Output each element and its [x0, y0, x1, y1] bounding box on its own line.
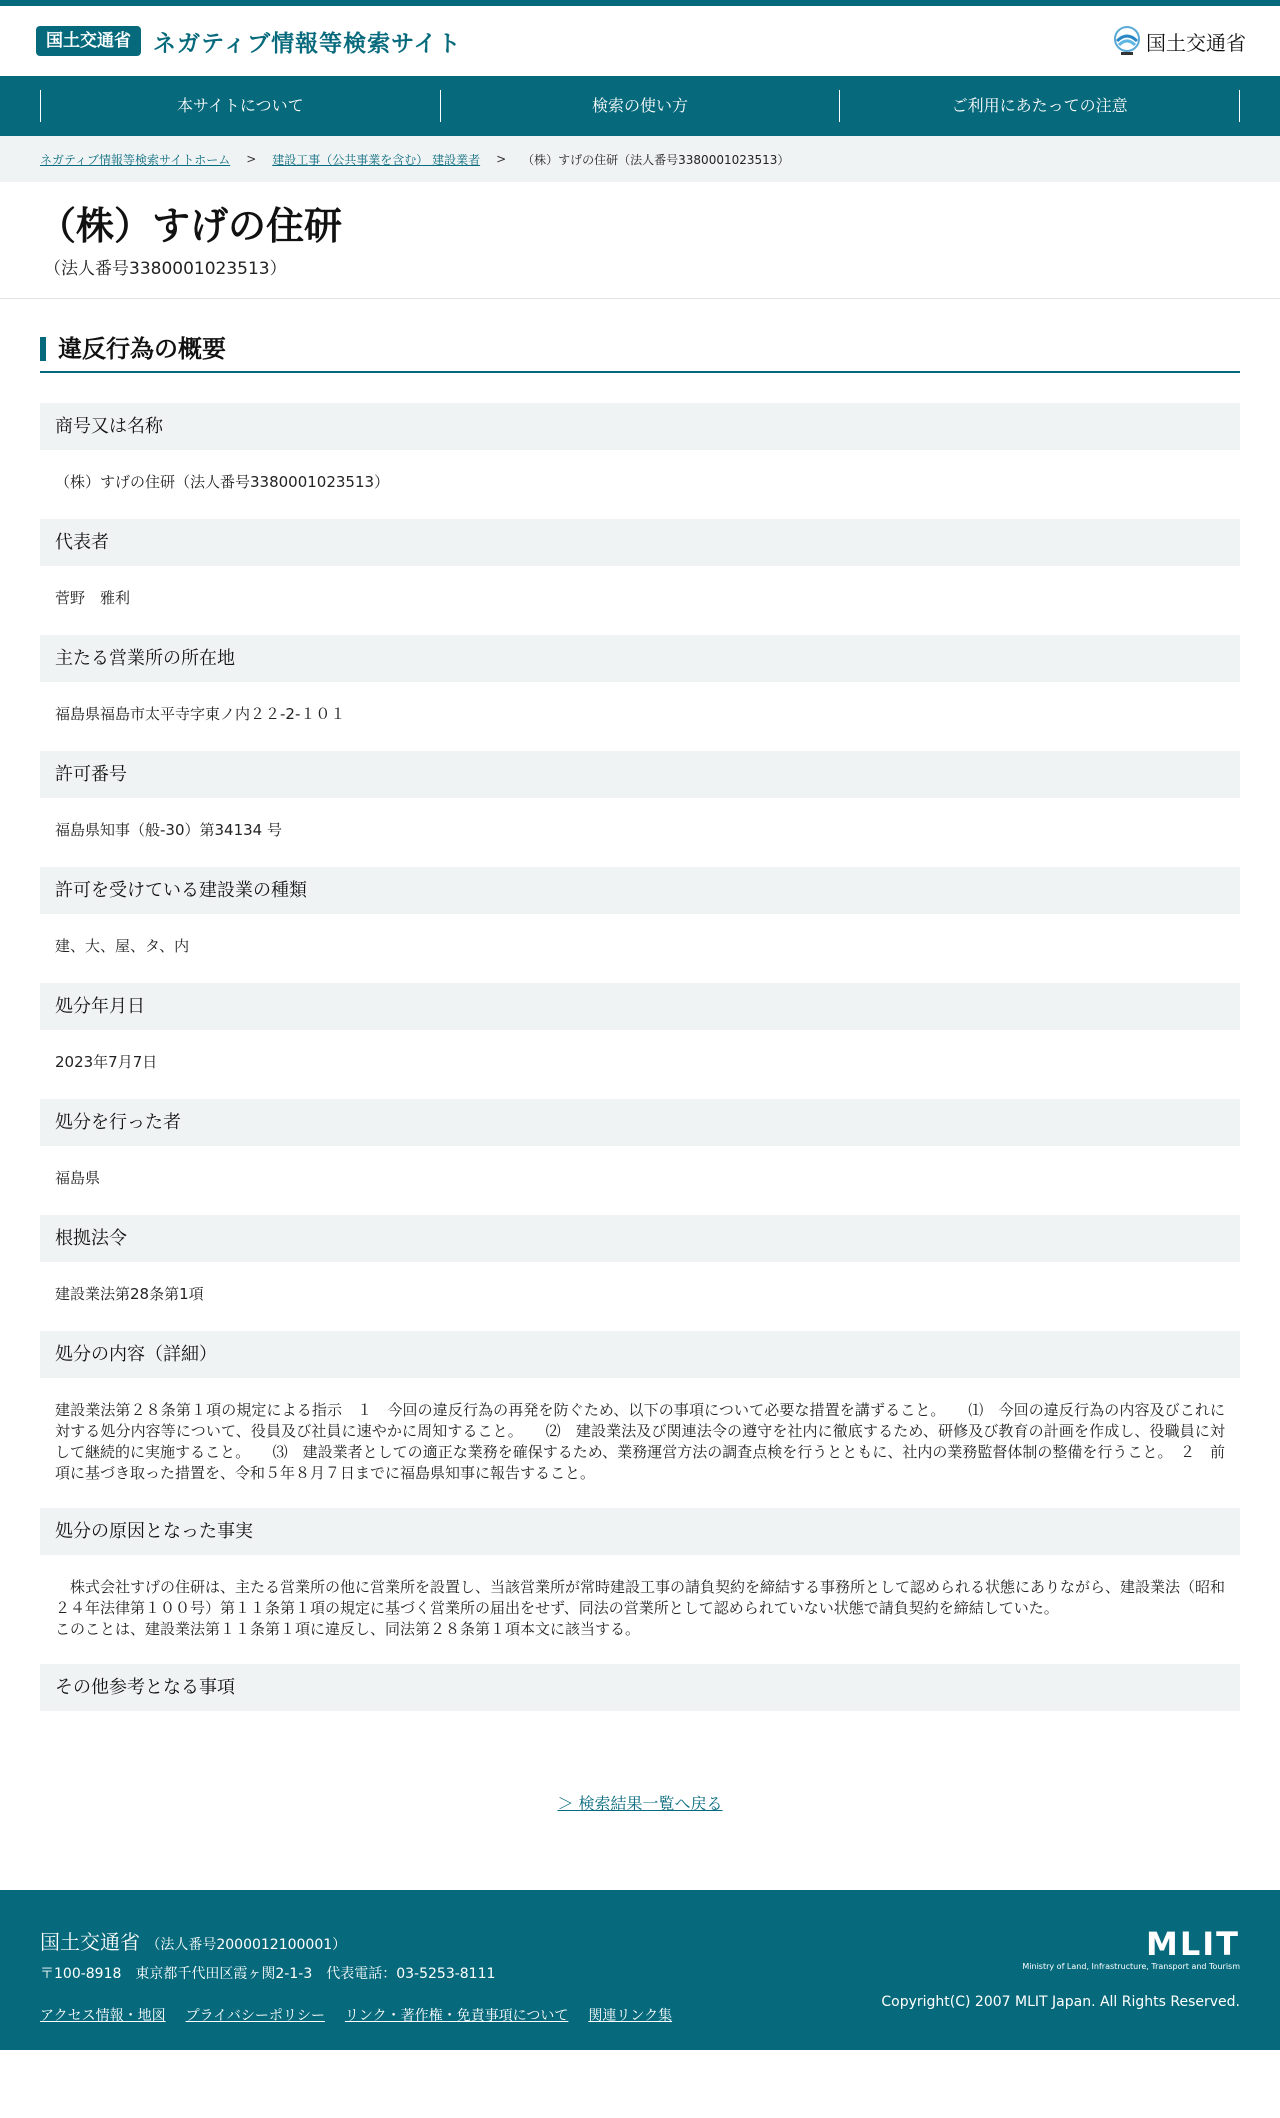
field-value: 福島県 — [55, 1169, 101, 1187]
site-footer — [0, 1890, 1280, 2050]
field-trade-name — [40, 403, 1240, 519]
breadcrumb-separator: > — [496, 152, 507, 166]
nav-item-how-to-search[interactable]: 検索の使い方 — [440, 90, 840, 122]
back-to-results-link[interactable]: ＞ 検索結果一覧へ戻る — [557, 1794, 723, 1813]
breadcrumb-category-link[interactable]: 建設工事（公共事業を含む） 建設業者 — [272, 152, 481, 167]
nav-item-notes[interactable]: ご利用にあたっての注意 — [839, 90, 1240, 122]
ministry-emblem-icon — [1112, 25, 1142, 57]
breadcrumb-separator: > — [246, 152, 257, 166]
field-label: 許可を受けている建設業の種類 — [40, 867, 1240, 914]
field-license-number — [40, 751, 1240, 867]
footer-address: 〒100-8918 東京都千代田区霞ヶ関2-1-3 代表電話：03-5253-8111 — [40, 1966, 496, 1982]
breadcrumb — [0, 136, 1280, 182]
field-label: その他参考となる事項 — [40, 1664, 1240, 1711]
back-link-container — [40, 1791, 1240, 1814]
field-label: 処分年月日 — [40, 983, 1240, 1030]
field-value: 建、大、屋、タ、内 — [55, 937, 190, 955]
footer-org-name: 国土交通省 — [40, 1930, 140, 1954]
field-label: 処分を行った者 — [40, 1099, 1240, 1146]
breadcrumb-home-link[interactable]: ネガティブ情報等検索サイトホーム — [40, 152, 231, 167]
mlit-logo — [1022, 1925, 1240, 1971]
page-title: （株）すげの住研 — [38, 204, 343, 248]
footer-org-number: （法人番号2000012100001） — [146, 1937, 347, 1953]
field-value: 菅野 雅利 — [55, 589, 131, 607]
field-value: 福島県福島市太平寺字東ノ内２２-2-１０１ — [55, 705, 346, 723]
page-heading — [0, 182, 1280, 299]
field-cause-facts — [40, 1508, 1240, 1664]
field-other-notes — [40, 1664, 1240, 1711]
ministry-logo[interactable] — [1112, 25, 1246, 57]
field-license-types — [40, 867, 1240, 983]
field-value: （株）すげの住研（法人番号3380001023513） — [55, 473, 390, 491]
field-label: 根拠法令 — [40, 1215, 1240, 1262]
site-header — [0, 6, 1280, 76]
field-legal-basis — [40, 1215, 1240, 1331]
field-label: 代表者 — [40, 519, 1240, 566]
footer-link-copyright[interactable]: リンク・著作権・免責事項について — [344, 2008, 569, 2024]
mlit-logo-subtitle: Ministry of Land, Infrastructure, Transport and Tourism — [1022, 1962, 1240, 1971]
field-disposition-date — [40, 983, 1240, 1099]
footer-link-access[interactable]: アクセス情報・地図 — [40, 2008, 166, 2024]
footer-link-privacy[interactable]: プライバシーポリシー — [185, 2008, 325, 2024]
copyright: Copyright(C) 2007 MLIT Japan. All Rights Reserved. — [881, 1994, 1240, 2010]
field-label: 処分の原因となった事実 — [40, 1508, 1240, 1555]
ministry-logo-text: 国土交通省 — [1146, 30, 1246, 55]
section-title: 違反行為の概要 — [40, 337, 1240, 361]
field-value: 2023年7月7日 — [55, 1053, 158, 1071]
field-disposition-details — [40, 1331, 1240, 1508]
site-brand[interactable] — [36, 25, 462, 58]
field-label: 商号又は名称 — [40, 403, 1240, 450]
global-nav — [0, 76, 1280, 136]
field-main-office-address — [40, 635, 1240, 751]
field-label: 許可番号 — [40, 751, 1240, 798]
field-value: 株式会社すげの住研は、主たる営業所の他に営業所を設置し、当該営業所が常時建設工事の請負契約を締結する事務所として認められる状態にありながら、建設業法（昭和２４年法律第１００号）第１１条第１項の規定に基づく営業所の届出をせず、同法の営業所として認められていない状態で請負契約を締結していた。 このことは、建設業法第１１条第１項に違反し、同法第２８条第１項本文に該当する。 — [55, 1578, 1226, 1638]
mlit-logo-word: MLIT — [1146, 1925, 1240, 1963]
footer-link-related[interactable]: 関連リンク集 — [588, 2008, 673, 2024]
field-value: 福島県知事（般-30）第34134 号 — [55, 821, 282, 839]
site-title: ネガティブ情報等検索サイト — [153, 30, 462, 57]
field-label: 処分の内容（詳細） — [40, 1331, 1240, 1378]
section-header — [40, 337, 1240, 373]
field-label: 主たる営業所の所在地 — [40, 635, 1240, 682]
breadcrumb-current: （株）すげの住研（法人番号3380001023513） — [522, 152, 790, 167]
field-disposing-authority — [40, 1099, 1240, 1215]
field-representative — [40, 519, 1240, 635]
field-value: 建設業法第28条第1項 — [55, 1285, 204, 1303]
page-subtitle: （法人番号3380001023513） — [44, 259, 287, 279]
nav-item-about[interactable]: 本サイトについて — [40, 90, 440, 122]
field-value: 建設業法第２８条第１項の規定による指示 １ 今回の違反行為の再発を防ぐため、以下の事項について必要な措置を講ずること。 ⑴ 今回の違反行為の内容及びこれに対する処分内容等について、役員及び社員に速やかに周知すること。 ⑵ 建設業法及び関連法令の遵守を社内に徹底するため、研修及び教育の計画を作成し、役職員に対して継続的に実施すること。 ⑶ 建設業者としての適正な業務を確保するため、業務運営方法の調査点検を行うとともに、社内の業務監督体制の整備を行うこと。 ２ 前項に基づき取った措置を、令和５年８月７日までに福島県知事に報告すること。 — [55, 1401, 1225, 1482]
ministry-badge: 国土交通省 — [36, 26, 141, 56]
main-content — [0, 299, 1280, 1814]
